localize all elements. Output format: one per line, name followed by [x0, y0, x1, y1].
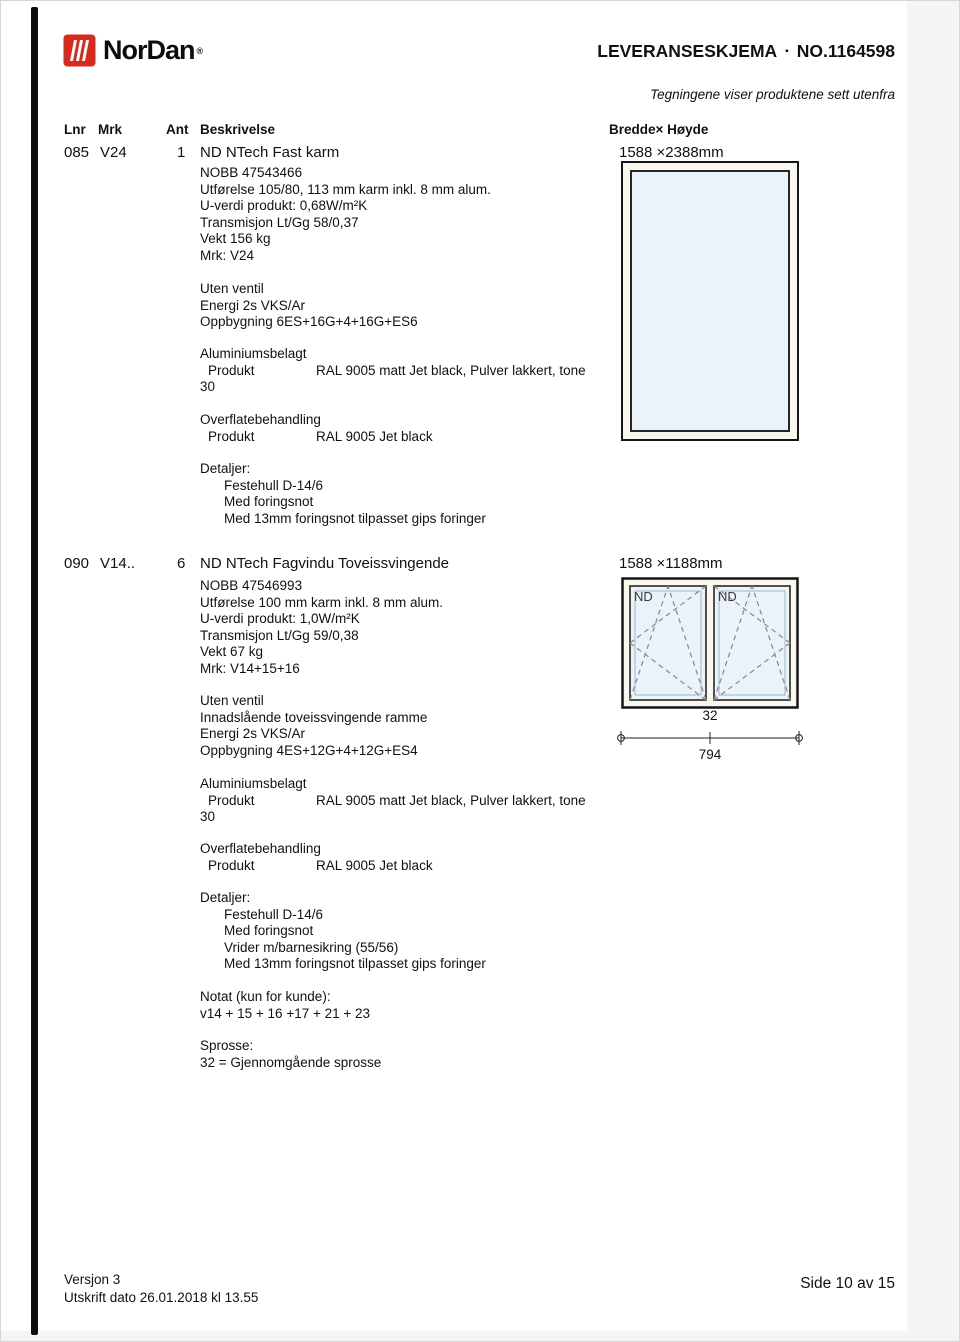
spec-line: Mrk: V14+15+16: [200, 660, 300, 676]
surface-heading: Overflatebehandling: [200, 412, 321, 427]
spec-line: Mrk: V24: [200, 247, 255, 263]
spec-line: Vekt 156 kg: [200, 231, 271, 247]
ventilation-line: Oppbygning 6ES+16G+4+16G+ES6: [200, 314, 418, 330]
details-block: [200, 461, 486, 527]
surface-heading: Overflatebehandling: [200, 841, 321, 856]
ventilation-line: Uten ventil: [200, 281, 264, 296]
window-drawing-fixed: [621, 161, 799, 441]
nordan-logo: [63, 34, 203, 67]
product-label: Produkt: [208, 792, 255, 808]
item-mrk: V24: [100, 144, 127, 161]
sprosse-heading: Sprosse:: [200, 1038, 254, 1053]
notat-line: v14 + 15 + 16 +17 + 21 + 23: [200, 1005, 371, 1021]
product-value-continued: 30: [200, 379, 216, 395]
item-lnr: 085: [64, 144, 90, 161]
ventilation-block: [200, 693, 427, 759]
item-lnr: 090: [64, 555, 90, 572]
notat-block: [200, 989, 370, 1022]
glass-pane: [630, 170, 790, 432]
drawing-orientation-note: Tegningene viser produktene sett utenfra: [650, 87, 895, 102]
ventilation-block: [200, 281, 418, 331]
dimension-line: [612, 727, 808, 747]
nd-watermark: ND: [718, 589, 737, 604]
product-value: RAL 9005 matt Jet black, Pulver lakkert, tone: [316, 792, 586, 808]
spec-line: Transmisjon Lt/Gg 58/0,37: [200, 214, 359, 230]
spec-line: Transmisjon Lt/Gg 59/0,38: [200, 627, 359, 643]
window-drawing-two-casement: [621, 577, 799, 709]
spec-block: [200, 578, 443, 678]
dimension-value: 794: [698, 747, 722, 762]
column-header-mrk: Mrk: [98, 122, 123, 137]
details-block: [200, 890, 486, 973]
detail-line: Med 13mm foringsnot tilpasset gips foringer: [224, 956, 486, 972]
sprosse-id-label: 32: [702, 708, 718, 723]
aluminium-block: [200, 776, 586, 826]
column-header-lnr: Lnr: [64, 122, 86, 137]
surface-treatment-block: [200, 841, 433, 874]
aluminium-block: [200, 346, 586, 396]
product-label: Produkt: [208, 857, 255, 873]
product-value: RAL 9005 Jet black: [316, 857, 433, 873]
footer-page-number: Side 10 av 15: [800, 1275, 895, 1292]
document-title: LEVERANSESKJEMA: [597, 41, 778, 61]
spec-line: Vekt 67 kg: [200, 644, 264, 660]
registered-trademark: ®: [196, 45, 204, 56]
product-value: RAL 9005 matt Jet black, Pulver lakkert, tone: [316, 362, 586, 378]
detail-line: Med foringsnot: [224, 923, 314, 939]
aluminium-product-row: [200, 363, 586, 380]
document-header-line: [481, 41, 895, 62]
sprosse-block: [200, 1038, 381, 1071]
product-value-continued: 30: [200, 809, 216, 825]
footer-print-date: Utskrift dato 26.01.2018 kl 13.55: [64, 1290, 259, 1305]
footer-version: Versjon 3: [64, 1272, 121, 1287]
spec-line: NOBB 47543466: [200, 165, 303, 180]
item-ant: 1: [177, 144, 186, 161]
details-heading: Detaljer:: [200, 890, 251, 905]
detail-line: Med foringsnot: [224, 494, 314, 510]
aluminium-heading: Aluminiumsbelagt: [200, 346, 307, 361]
document-number: NO.1164598: [796, 41, 895, 61]
surface-product-row: [200, 858, 433, 875]
detail-line: Festehull D-14/6: [224, 906, 324, 922]
sprosse-line: 32 = Gjennomgående sprosse: [200, 1054, 382, 1070]
ventilation-line: Oppbygning 4ES+12G+4+12G+ES4: [200, 742, 418, 758]
item-size: 1588 ×1188mm: [619, 555, 723, 572]
brand-name: NorDan: [103, 35, 195, 65]
spec-line: Utførelse 105/80, 113 mm karm inkl. 8 mm alum.: [200, 181, 491, 197]
column-header-ant: Ant: [166, 122, 189, 137]
product-value: RAL 9005 Jet black: [316, 428, 433, 444]
column-header-beskrivelse: Beskrivelse: [200, 122, 276, 137]
spec-line: Utførelse 100 mm karm inkl. 8 mm alum.: [200, 594, 444, 610]
notat-heading: Notat (kun for kunde):: [200, 989, 331, 1004]
detail-line: Festehull D-14/6: [224, 477, 324, 493]
details-heading: Detaljer:: [200, 461, 251, 476]
item-title: ND NTech Fast karm: [200, 144, 340, 161]
ventilation-line: Innadslående toveissvingende ramme: [200, 709, 428, 725]
scan-edge-bottom: [1, 1331, 959, 1341]
ventilation-line: Energi 2s VKS/Ar: [200, 726, 306, 742]
item-ant: 6: [177, 555, 186, 572]
scan-spine-bar: [31, 7, 38, 1335]
spec-line: NOBB 47546993: [200, 578, 303, 593]
surface-product-row: [200, 429, 433, 446]
detail-line: Med 13mm foringsnot tilpasset gips foringer: [224, 510, 486, 526]
item-title: ND NTech Fagvindu Toveissvingende: [200, 555, 450, 572]
column-header-size: Bredde× Høyde: [609, 122, 709, 137]
detail-line: Vrider m/barnesikring (55/56): [224, 939, 399, 955]
product-label: Produkt: [208, 428, 255, 444]
spec-line: U-verdi produkt: 1,0W/m²K: [200, 611, 360, 627]
surface-treatment-block: [200, 412, 433, 445]
ventilation-line: Energi 2s VKS/Ar: [200, 297, 306, 313]
aluminium-heading: Aluminiumsbelagt: [200, 776, 307, 791]
nordan-logo-icon: [63, 34, 96, 67]
scan-edge-right: [907, 1, 959, 1341]
spec-block: [200, 165, 491, 265]
product-label: Produkt: [208, 362, 255, 378]
spec-line: U-verdi produkt: 0,68W/m²K: [200, 198, 368, 214]
item-size: 1588 ×2388mm: [619, 144, 724, 161]
nd-watermark: ND: [634, 589, 653, 604]
ventilation-line: Uten ventil: [200, 693, 264, 708]
title-separator-icon: ▪: [785, 46, 789, 57]
aluminium-product-row: [200, 793, 586, 810]
item-mrk: V14..: [100, 555, 136, 572]
